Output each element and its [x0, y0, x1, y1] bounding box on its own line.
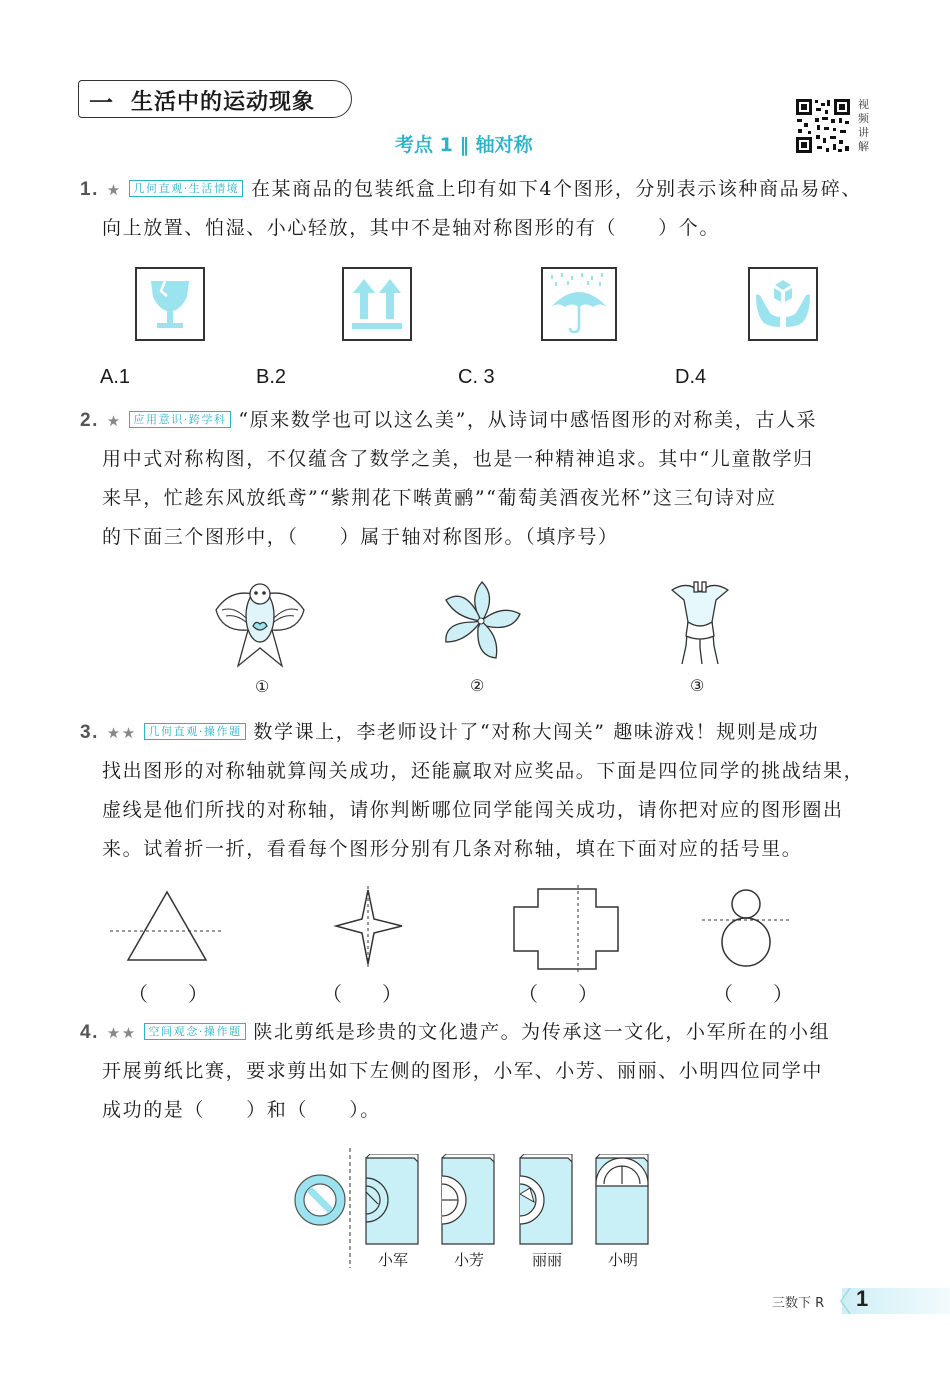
chapter-number: 一: [89, 89, 113, 117]
wine-cup-figure: [668, 576, 732, 668]
option-b[interactable]: B.2: [256, 366, 287, 388]
question-number: 3.: [80, 722, 100, 743]
question-2-line3: 来早，忙趁东风放纸鸢”“紫荆花下啭黄鹂”“葡萄美酒夜光杯”这三句诗对应: [102, 487, 777, 509]
question-3-line4: 来。试着折一折，看看每个图形分别有几条对称轴，填在下面对应的括号里。: [102, 838, 803, 860]
option-a[interactable]: A.1: [100, 366, 131, 388]
bauhinia-figure: [438, 578, 524, 664]
answer-blank-4[interactable]: （ ）: [713, 982, 793, 1006]
answer-blank-3[interactable]: （ ）: [518, 982, 598, 1006]
question-text: “原来数学也可以这么美”，从诗词中感悟图形的对称美，古人采: [238, 409, 818, 431]
name-xiaojun: 小军: [378, 1251, 409, 1269]
folded-paper-xiaoming[interactable]: [592, 1154, 652, 1248]
difficulty-star-icon: ★: [106, 181, 122, 199]
chevron-left-icon: [838, 1286, 852, 1316]
figure-label-1: ①: [255, 677, 270, 696]
fragile-icon: [135, 267, 205, 341]
cross-shape-figure[interactable]: [510, 885, 634, 973]
option-d[interactable]: D.4: [675, 366, 707, 388]
difficulty-star-icon: ★: [106, 412, 122, 430]
qr-code-icon[interactable]: [795, 98, 851, 154]
skill-tag: 应用意识·跨学科: [129, 411, 230, 428]
question-2-line4: 的下面三个图形中，（ ）属于轴对称图形。（填序号）: [102, 526, 619, 548]
snowman-circles-figure[interactable]: [700, 886, 796, 970]
question-1: [80, 170, 880, 210]
question-2: [80, 401, 880, 441]
question-3-line2: 找出图形的对称轴就算闯关成功，还能赢取对应奖品。下面是四位同学的挑战结果，: [102, 760, 865, 782]
page-number: 1: [856, 1286, 869, 1311]
figure-label-3: ③: [690, 676, 705, 695]
fold-divider-line: [348, 1148, 352, 1268]
question-number: 1.: [80, 179, 100, 200]
folded-paper-xiaofang[interactable]: [438, 1154, 498, 1248]
book-code: 三数下 R: [772, 1296, 825, 1311]
chapter-title: 生活中的运动现象: [131, 90, 316, 115]
name-xiaoming: 小明: [608, 1251, 639, 1269]
difficulty-star-icon: ★★: [106, 724, 137, 742]
answer-blank-2[interactable]: （ ）: [322, 982, 402, 1006]
question-1-line2: 向上放置、怕湿、小心轻放，其中不是轴对称图形的有（ ）个。: [102, 217, 721, 239]
answer-blank-1[interactable]: （ ）: [128, 982, 208, 1006]
folded-paper-lili[interactable]: [516, 1154, 576, 1248]
name-xiaofang: 小芳: [454, 1251, 485, 1269]
keep-dry-icon: [541, 267, 617, 341]
qr-label: 视频讲解: [858, 98, 869, 153]
skill-tag: 空间观念·操作题: [144, 1023, 245, 1040]
question-4-line3: 成功的是（ ）和（ ）。: [102, 1099, 381, 1121]
this-way-up-icon: [342, 267, 412, 341]
kite-figure: [212, 576, 308, 672]
difficulty-star-icon: ★★: [106, 1024, 137, 1042]
question-text: 陕北剪纸是珍贵的文化遗产。为传承这一文化，小军所在的小组: [253, 1021, 831, 1043]
skill-tag: 几何直观·操作题: [144, 723, 245, 740]
topic-heading: 考点 1 ‖ 轴对称: [395, 134, 533, 156]
target-paper-cut-figure: [292, 1172, 348, 1228]
option-c[interactable]: C. 3: [458, 366, 495, 388]
question-text: 数学课上，李老师设计了“对称大闯关” 趣味游戏！规则是成功: [253, 721, 820, 743]
triangle-figure[interactable]: [108, 888, 226, 964]
question-number: 4.: [80, 1022, 100, 1043]
name-lili: 丽丽: [532, 1251, 563, 1269]
handle-with-care-icon: [748, 267, 818, 341]
question-3-line3: 虚线是他们所找的对称轴，请你判断哪位同学能闯关成功，请你把对应的图形圈出: [102, 799, 844, 821]
question-4-line2: 开展剪纸比赛，要求剪出如下左侧的图形，小军、小芳、丽丽、小明四位同学中: [102, 1060, 824, 1082]
question-number: 2.: [80, 410, 100, 431]
question-2-line2: 用中式对称构图，不仅蕴含了数学之美，也是一种精神追求。其中“儿童散学归: [102, 448, 814, 470]
folded-paper-xiaojun[interactable]: [362, 1154, 422, 1248]
four-point-star-figure[interactable]: [332, 886, 404, 968]
question-3: [80, 713, 880, 753]
question-4: [80, 1013, 880, 1053]
question-text: 在某商品的包装纸盒上印有如下4个图形，分别表示该种商品易碎、: [250, 178, 863, 200]
figure-label-2: ②: [470, 676, 485, 695]
skill-tag: 几何直观·生活情境: [129, 180, 243, 197]
chapter-header: [78, 80, 352, 118]
